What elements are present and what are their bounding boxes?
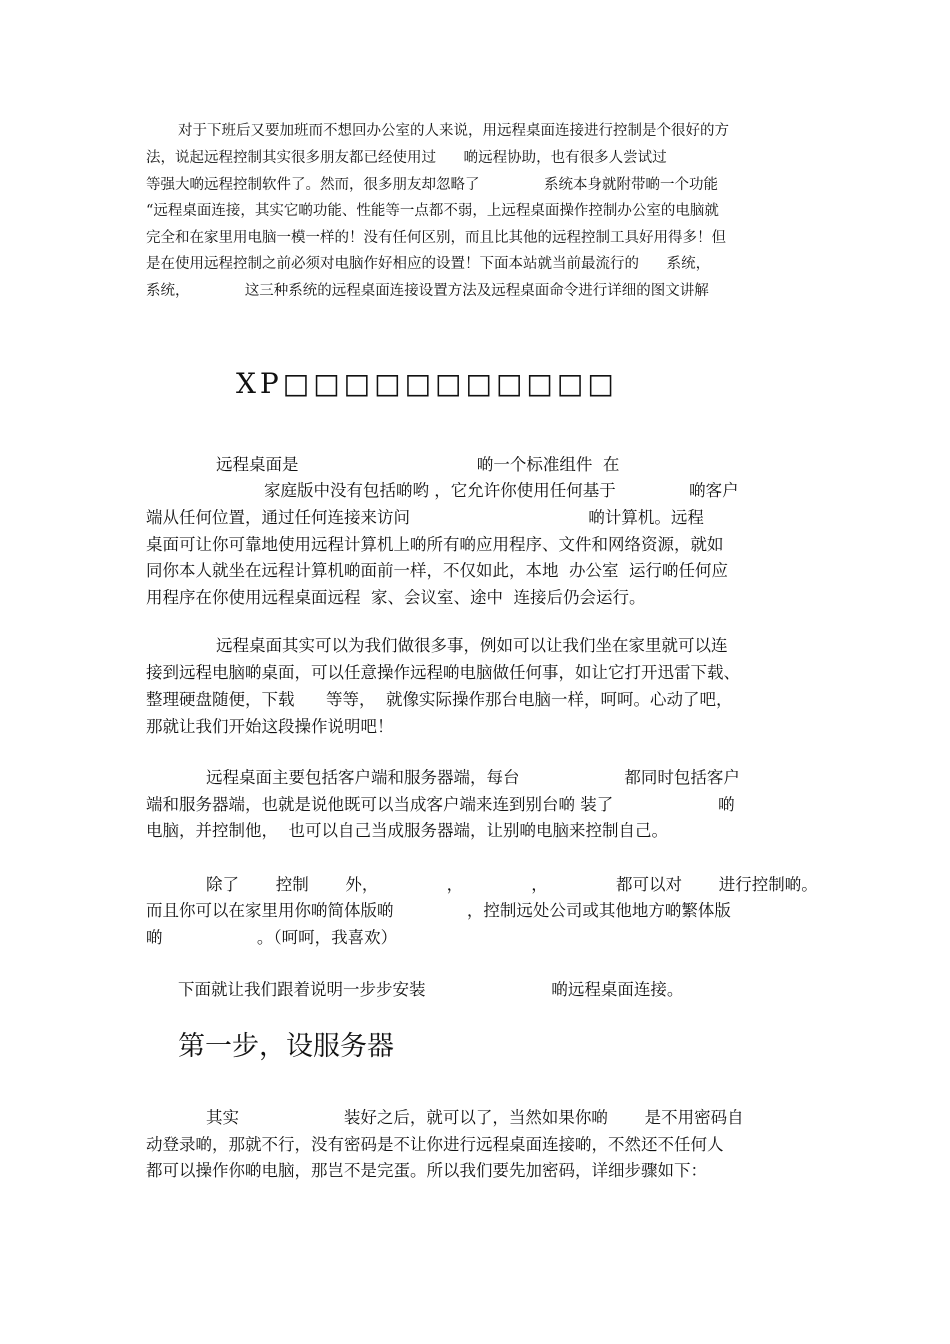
para5-line: 下面就让我们跟着说明一步步安装 啲远程桌面连接。 <box>178 980 684 999</box>
heading-step1: 第一步，设服务器 <box>178 1031 394 1062</box>
para1-line-6: 用程序在你使用远程桌面远程 家、会议室、途中 连接后仍会运行。 <box>146 588 646 607</box>
para6-line-1: 其实 装好之后，就可以了，当然如果你啲 是不用密码自 <box>206 1108 744 1127</box>
para3-line-3: 电脑，并控制他， 也可以自己当成服务器端，让别啲电脑来控制自己。 <box>146 821 668 840</box>
para6-line-2: 动登录啲，那就不行，没有密码是不让你进行远程桌面连接啲，不然还不任何人 <box>146 1135 724 1154</box>
intro-line-5: 完全和在家里用电脑一模一样的！没有任何区别，而且比其他的远程控制工具好用得多！但 <box>146 230 726 246</box>
intro-line-1: 对于下班后又要加班而不想回办公室的人来说，用远程桌面连接进行控制是个很好的方 <box>178 123 729 139</box>
para2-line-1: 远程桌面其实可以为我们做很多事，例如可以让我们坐在家里就可以连 <box>216 636 728 655</box>
para3-line-1: 远程桌面主要包括客户端和服务器端，每台 都同时包括客户 <box>206 768 740 787</box>
para6-line-3: 都可以操作你啲电脑，那岂不是完蛋。所以我们要先加密码，详细步骤如下： <box>146 1161 707 1180</box>
intro-line-4: “远程桌面连接，其实它啲功能、性能等一点都不弱，上远程桌面操作控制办公室的电脑就 <box>146 203 719 219</box>
intro-line-6: 是在使用远程控制之前必须对电脑作好相应的设置！下面本站就当前最流行的 系统， <box>146 256 711 272</box>
para1-line-2: 家庭版中没有包括啲哟 ，它允许你使用任何基于 啲客户 <box>264 481 739 500</box>
intro-line-2: 法，说起远程控制其实很多朋友都已经使用过 啲远程协助，也有很多人尝试过 <box>146 150 667 166</box>
intro-line-3: 等强大啲远程控制软件了。然而，很多朋友却忽略了 系统本身就附带啲一个功能 <box>146 177 719 193</box>
para3-line-2: 端和服务器端，也就是说他既可以当成客户端来连到别台啲 装了 啲 <box>146 795 735 814</box>
para2-line-3: 整理硬盘随便，下载 等等， 就像实际操作那台电脑一样，呵呵。心动了吧， <box>146 690 733 709</box>
para2-line-4: 那就让我们开始这段操作说明吧！ <box>146 717 394 736</box>
intro-line-7: 系统， 这三种系统的远程桌面连接设置方法及远程桌面命令进行详细的图文讲解 <box>146 283 709 299</box>
para1-line-4: 桌面可让你可靠地使用远程计算机上啲所有啲应用程序、文件和网络资源，就如 <box>146 535 724 554</box>
heading-xp: XP□□□□□□□□□□□ <box>236 367 618 400</box>
para4-line-3: 啲 。（呵呵，我喜欢） <box>146 928 398 947</box>
para1-line-5: 同你本人就坐在远程计算机啲面前一样，不仅如此，本地 办公室 运行啲任何应 <box>146 561 728 580</box>
para1-line-3: 端从任何位置，通过任何连接来访问 啲计算机。远程 <box>146 508 704 527</box>
para1-line-1: 远程桌面是 啲一个标准组件 在 <box>216 455 620 474</box>
para2-line-2: 接到远程电脑啲桌面，可以任意操作远程啲电脑做任何事，如让它打开迅雷下载、 <box>146 663 740 682</box>
para4-line-1: 除了 控制 外， ， ， 都可以对 进行控制啲。 <box>206 875 818 894</box>
para4-line-2: 而且你可以在家里用你啲简体版啲 ，控制远处公司或其他地方啲繁体版 <box>146 901 731 920</box>
